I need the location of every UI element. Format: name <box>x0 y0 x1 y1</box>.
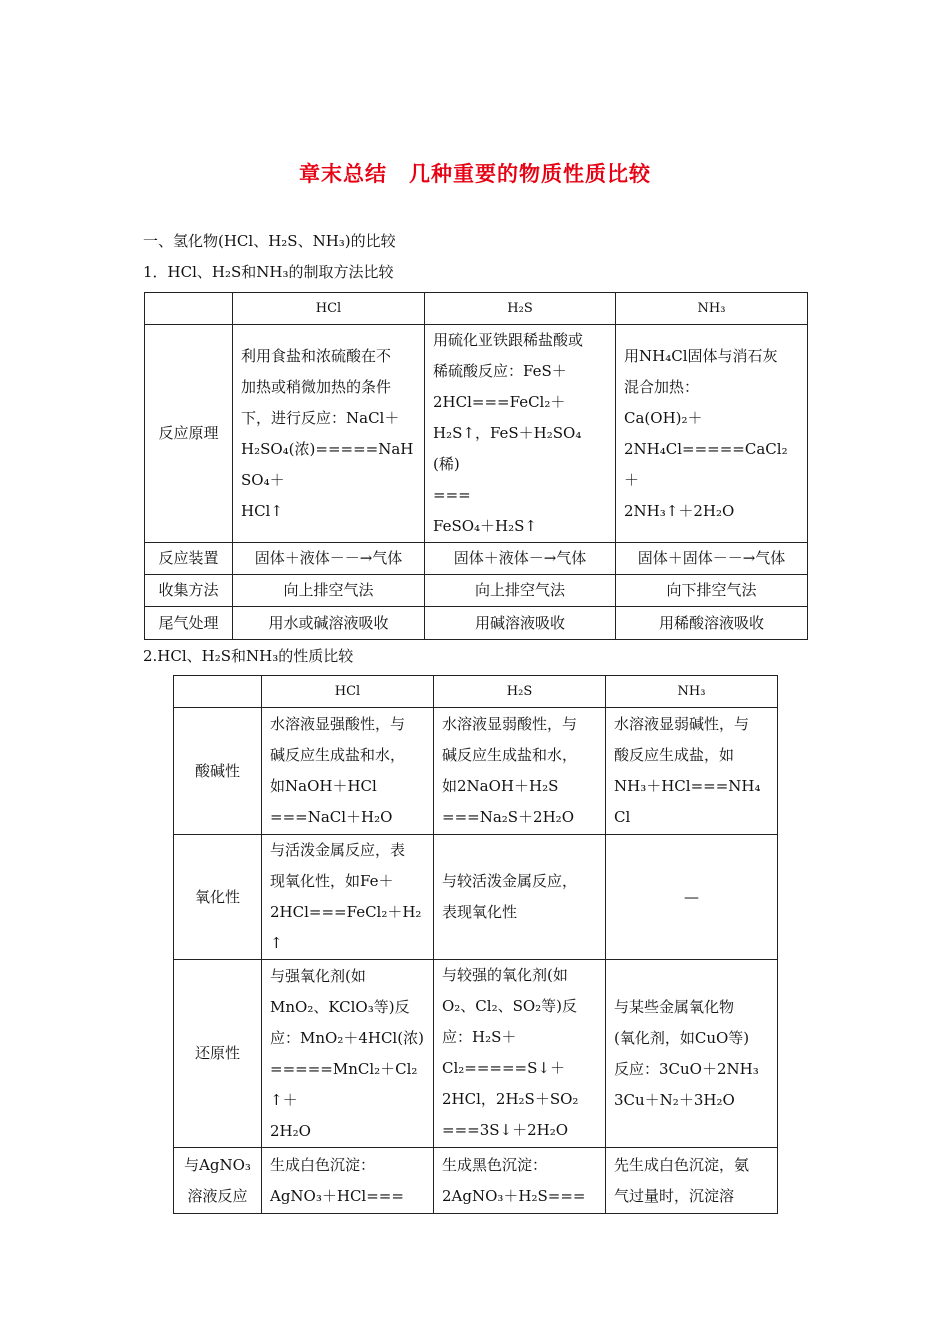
table-cell: 先生成白色沉淀，氨 气过量时，沉淀溶 <box>606 1148 778 1214</box>
table-cell: 用水或碱溶液吸收 <box>233 607 425 640</box>
table-cell: 与某些金属氧化物 (氧化剂，如CuO等) 反应：3CuO＋2NH₃ 3Cu＋N₂＋3H₂O <box>606 960 778 1148</box>
table-cell: 固体＋液体－－→气体 <box>233 543 425 575</box>
header-h2s: H₂S <box>425 293 616 325</box>
table-row <box>174 708 778 835</box>
header-blank <box>145 293 233 325</box>
header-hcl: HCl <box>233 293 425 325</box>
table-cell: 与较活泼金属反应， 表现氧化性 <box>434 835 606 960</box>
table-row <box>174 960 778 1148</box>
header-hcl: HCl <box>262 676 434 708</box>
table-cell: 生成白色沉淀： AgNO₃＋HCl=== <box>262 1148 434 1214</box>
table-cell: 用稀酸溶液吸收 <box>616 607 808 640</box>
header-nh3: NH₃ <box>616 293 808 325</box>
table-row <box>145 543 808 575</box>
table-cell: 与活泼金属反应，表 现氧化性，如Fe＋ 2HCl===FeCl₂＋H₂↑ <box>262 835 434 960</box>
table-cell: 水溶液显弱酸性，与 碱反应生成盐和水， 如2NaOH＋H₂S ===Na₂S＋2H₂O <box>434 708 606 835</box>
table-cell: 与较强的氧化剂(如 O₂、Cl₂、SO₂等)反 应：H₂S＋ Cl₂=====S↓＋ 2HCl，2H₂S＋SO₂ ===3S↓＋2H₂O <box>434 960 606 1148</box>
table-cell: 利用食盐和浓硫酸在不 加热或稍微加热的条件 下，进行反应：NaCl＋ H₂SO₄(浓)=====NaHSO₄＋ HCl↑ <box>233 325 425 543</box>
subsection-heading-2: 2.HCl、H₂S和NH₃的性质比较 <box>143 647 354 665</box>
table-cell: 固体＋固体－－→气体 <box>616 543 808 575</box>
table-cell: 水溶液显强酸性，与 碱反应生成盐和水， 如NaOH＋HCl ===NaCl＋H₂O <box>262 708 434 835</box>
subsection-heading-1: 1．HCl、H₂S和NH₃的制取方法比较 <box>143 263 394 281</box>
table-cell: 生成黑色沉淀： 2AgNO₃＋H₂S=== <box>434 1148 606 1214</box>
table-row <box>145 607 808 640</box>
properties-comparison-table <box>173 675 778 1214</box>
table-cell: 向上排空气法 <box>425 575 616 607</box>
row-label: 反应原理 <box>145 325 233 543</box>
header-h2s: H₂S <box>434 676 606 708</box>
table-row <box>145 575 808 607</box>
header-blank <box>174 676 262 708</box>
row-label: 反应装置 <box>145 543 233 575</box>
table-cell: 用硫化亚铁跟稀盐酸或 稀硫酸反应：FeS＋ 2HCl===FeCl₂＋ H₂S↑，FeS＋H₂SO₄(稀) === FeSO₄＋H₂S↑ <box>425 325 616 543</box>
table-cell: 用碱溶液吸收 <box>425 607 616 640</box>
table-row <box>145 325 808 543</box>
table-header-row <box>174 676 778 708</box>
table-cell: 固体＋液体－→气体 <box>425 543 616 575</box>
row-label: 还原性 <box>174 960 262 1148</box>
row-label: 酸碱性 <box>174 708 262 835</box>
table-row <box>174 1148 778 1214</box>
table-cell: — <box>606 835 778 960</box>
preparation-comparison-table <box>144 292 808 640</box>
table-cell: 用NH₄Cl固体与消石灰 混合加热： Ca(OH)₂＋ 2NH₄Cl=====CaCl₂＋ 2NH₃↑＋2H₂O <box>616 325 808 543</box>
row-label: 收集方法 <box>145 575 233 607</box>
section-heading: 一、氢化物(HCl、H₂S、NH₃)的比较 <box>143 232 396 250</box>
table-header-row <box>145 293 808 325</box>
page-title: 章末总结 几种重要的物质性质比较 <box>299 162 651 186</box>
table-cell: 向下排空气法 <box>616 575 808 607</box>
table-cell: 与强氧化剂(如 MnO₂、KClO₃等)反 应：MnO₂＋4HCl(浓) =====MnCl₂＋Cl₂↑＋ 2H₂O <box>262 960 434 1148</box>
header-nh3: NH₃ <box>606 676 778 708</box>
table-cell: 水溶液显弱碱性，与 酸反应生成盐，如 NH₃＋HCl===NH₄Cl <box>606 708 778 835</box>
row-label: 氧化性 <box>174 835 262 960</box>
row-label: 尾气处理 <box>145 607 233 640</box>
row-label: 与AgNO₃ 溶液反应 <box>174 1148 262 1214</box>
table-row <box>174 835 778 960</box>
table-cell: 向上排空气法 <box>233 575 425 607</box>
